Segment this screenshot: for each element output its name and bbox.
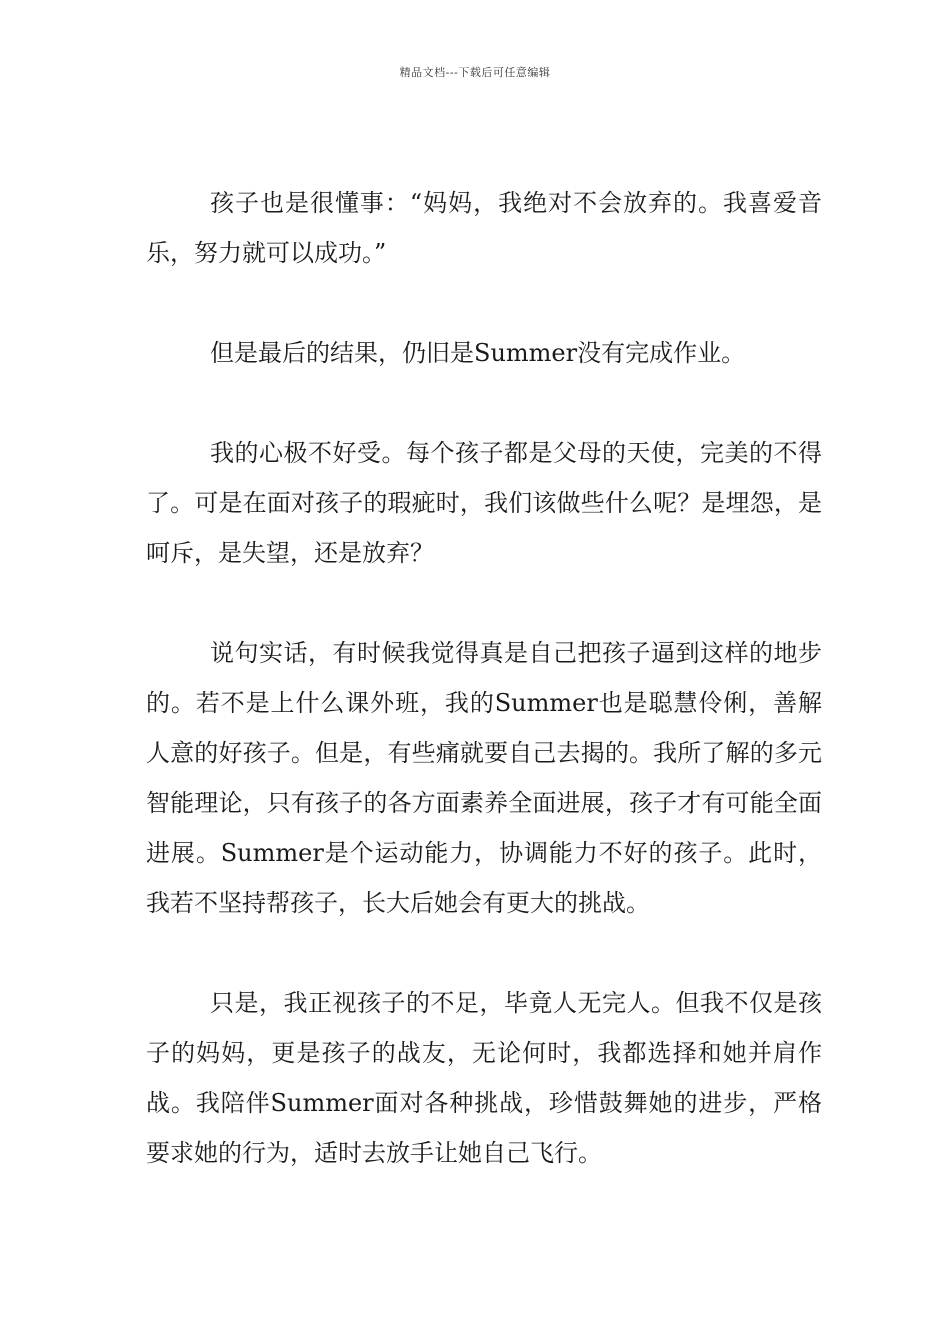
page-header: 精品文档---下载后可任意编辑 — [399, 66, 551, 79]
paragraph-1: 孩子也是很懂事：“妈妈，我绝对不会放弃的。我喜爱音乐，努力就可以成功。” — [146, 189, 822, 267]
paragraph-5: 只是，我正视孩子的不足，毕竟人无完人。但我不仅是孩子的妈妈，更是孩子的战友，无论何时，我都选择和她并肩作战。我陪伴Summer面对各种挑战，珍惜鼓舞她的进步，严格要求她的行为，适时去放手让她自己飞行。 — [146, 989, 822, 1167]
paragraph-4: 说句实话，有时候我觉得真是自己把孩子逼到这样的地步的。若不是上什么课外班，我的Summer也是聪慧伶俐，善解人意的好孩子。但是，有些痛就要自己去揭的。我所了解的多元智能理论，只有孩子的各方面素养全面进展，孩子才有可能全面进展。Summer是个运动能力，协调能力不好的孩子。此时，我若不坚持帮孩子，长大后她会有更大的挑战。 — [146, 639, 822, 917]
paragraph-3: 我的心极不好受。每个孩子都是父母的天使，完美的不得了。可是在面对孩子的瑕疵时，我们该做些什么呢？是埋怨，是呵斥，是失望，还是放弃？ — [146, 439, 822, 567]
paragraph-2: 但是最后的结果，仍旧是Summer没有完成作业。 — [210, 339, 746, 367]
document-body — [146, 178, 822, 1228]
